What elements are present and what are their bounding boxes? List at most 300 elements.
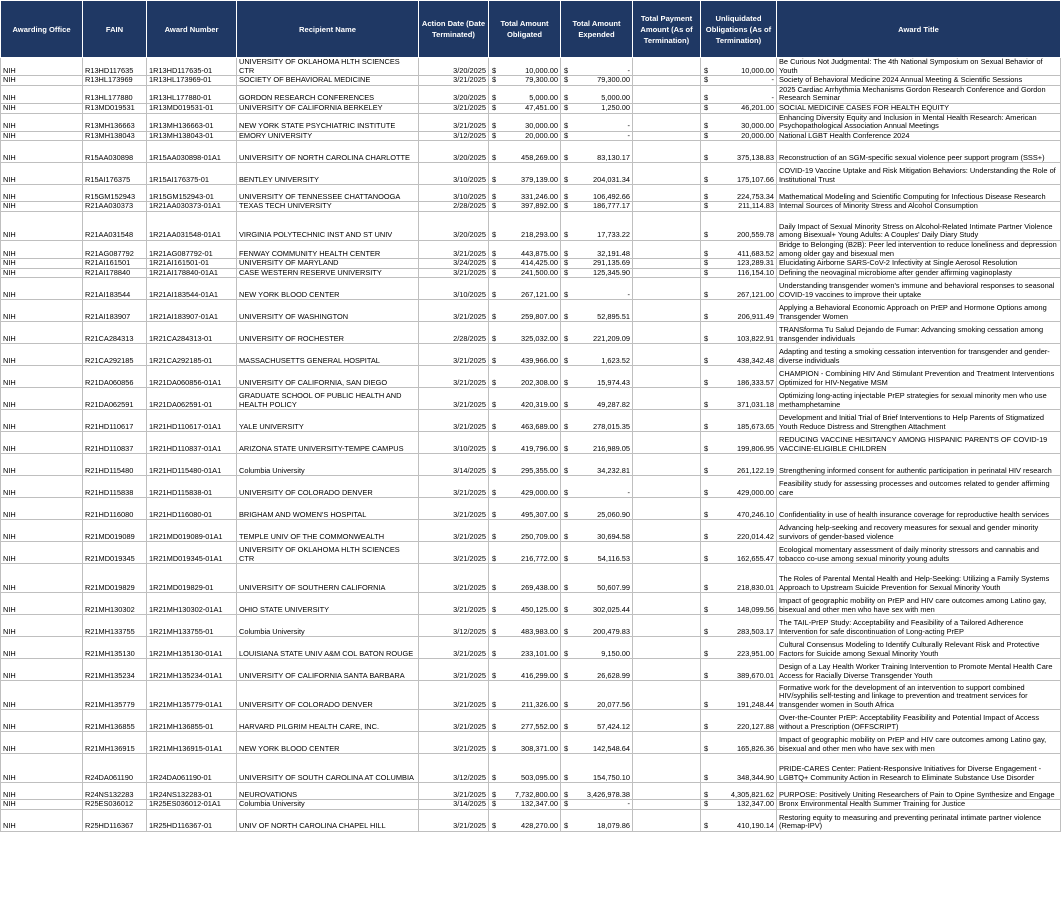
payment-cell — [633, 637, 701, 659]
recipient-cell: UNIVERSITY OF OKLAHOMA HLTH SCIENCES CTR — [237, 58, 419, 76]
obligated-cell: $ 419,796.00 — [489, 432, 561, 454]
fain-cell: R21AG087792 — [83, 240, 147, 258]
payment-cell — [633, 388, 701, 410]
award-number-cell: 1R21MD019829-01 — [147, 564, 237, 593]
award-number-cell: 1R21MH136855-01 — [147, 710, 237, 732]
action-date-cell: 3/14/2025 — [419, 800, 489, 810]
awarding-office-cell: NIH — [1, 410, 83, 432]
obligated-cell: $ 20,000.00 — [489, 131, 561, 141]
award-number-cell: 1R21HD115480-01A1 — [147, 454, 237, 476]
award-title-cell: SOCIAL MEDICINE CASES FOR HEALTH EQUITY — [777, 103, 1061, 113]
obligated-cell: $ 267,121.00 — [489, 278, 561, 300]
award-number-cell: 1R15GM152943-01 — [147, 185, 237, 202]
obligated-cell: $ 414,425.00 — [489, 259, 561, 269]
expended-cell: $ 154,750.10 — [561, 754, 633, 783]
award-number-cell: 1R21AI178840-01A1 — [147, 268, 237, 278]
recipient-cell: OHIO STATE UNIVERSITY — [237, 593, 419, 615]
fain-cell: R21HD115838 — [83, 476, 147, 498]
obligated-cell: $ 416,299.00 — [489, 659, 561, 681]
obligated-cell: $ 79,300.00 — [489, 76, 561, 86]
expended-cell: $ 25,060.90 — [561, 498, 633, 520]
action-date-cell: 2/28/2025 — [419, 322, 489, 344]
action-date-cell: 3/21/2025 — [419, 240, 489, 258]
recipient-cell: MASSACHUSETTS GENERAL HOSPITAL — [237, 344, 419, 366]
award-title-cell: Understanding transgender women's immune and behavioral responses to seasonal COVID-19 vaccines to improve their uptake — [777, 278, 1061, 300]
fain-cell: R21AI178840 — [83, 268, 147, 278]
fain-cell: R21CA292185 — [83, 344, 147, 366]
award-number-cell: 1R21DA062591-01 — [147, 388, 237, 410]
table-row — [1, 520, 1061, 542]
awarding-office-cell: NIH — [1, 637, 83, 659]
unliquidated-cell: $ - — [701, 76, 777, 86]
fain-cell: R15AA030898 — [83, 141, 147, 163]
award-title-cell: Impact of geographic mobility on PrEP and HIV care outcomes among Latino gay, bisexual and other men who have sex with men — [777, 732, 1061, 754]
obligated-cell: $ 295,355.00 — [489, 454, 561, 476]
recipient-cell: UNIVERSITY OF OKLAHOMA HLTH SCIENCES CTR — [237, 542, 419, 564]
table-row — [1, 185, 1061, 202]
expended-cell: $ 79,300.00 — [561, 76, 633, 86]
payment-cell — [633, 131, 701, 141]
award-number-cell: 1R21AA030373-01A1 — [147, 202, 237, 212]
recipient-cell: Columbia University — [237, 454, 419, 476]
unliquidated-cell: $ 438,342.48 — [701, 344, 777, 366]
obligated-cell: $ 495,307.00 — [489, 498, 561, 520]
award-number-cell: 1R13HL177880-01 — [147, 85, 237, 103]
award-title-cell: Cultural Consensus Modeling to Identify Culturally Relevant Risk and Protective Factors for Suicide among Sexual Minority Youth — [777, 637, 1061, 659]
action-date-cell: 3/21/2025 — [419, 344, 489, 366]
expended-cell: $ - — [561, 58, 633, 76]
payment-cell — [633, 76, 701, 86]
action-date-cell: 3/21/2025 — [419, 113, 489, 131]
award-number-cell: 1R13MH136663-01 — [147, 113, 237, 131]
award-title-cell: Defining the neovaginal microbiome after gender affirming vaginoplasty — [777, 268, 1061, 278]
table-row — [1, 809, 1061, 831]
awarding-office-cell: NIH — [1, 85, 83, 103]
action-date-cell: 3/10/2025 — [419, 278, 489, 300]
expended-cell: $ 32,191.48 — [561, 240, 633, 258]
award-title-cell: Daily Impact of Sexual Minority Stress on Alcohol-Related Intimate Partner Violence among Bisexual+ Young Adults: A Couples' Daily Diary Study — [777, 211, 1061, 240]
awarding-office-cell: NIH — [1, 202, 83, 212]
fain-cell: R15GM152943 — [83, 185, 147, 202]
recipient-cell: HARVARD PILGRIM HEALTH CARE, INC. — [237, 710, 419, 732]
awarding-office-cell: NIH — [1, 520, 83, 542]
fain-cell: R21MH133755 — [83, 615, 147, 637]
action-date-cell: 3/20/2025 — [419, 58, 489, 76]
award-number-cell: 1R24DA061190-01 — [147, 754, 237, 783]
expended-cell: $ 57,424.12 — [561, 710, 633, 732]
unliquidated-cell: $ 220,014.42 — [701, 520, 777, 542]
obligated-cell: $ 503,095.00 — [489, 754, 561, 783]
awarding-office-cell: NIH — [1, 754, 83, 783]
awarding-office-cell: NIH — [1, 259, 83, 269]
awarding-office-cell: NIH — [1, 454, 83, 476]
unliquidated-cell: $ - — [701, 85, 777, 103]
action-date-cell: 3/21/2025 — [419, 498, 489, 520]
recipient-cell: UNIVERSITY OF SOUTH CAROLINA AT COLUMBIA — [237, 754, 419, 783]
awarding-office-cell: NIH — [1, 163, 83, 185]
obligated-cell: $ 458,269.00 — [489, 141, 561, 163]
expended-cell: $ 216,989.05 — [561, 432, 633, 454]
table-row — [1, 85, 1061, 103]
recipient-cell: SOCIETY OF BEHAVIORAL MEDICINE — [237, 76, 419, 86]
awarding-office-cell: NIH — [1, 809, 83, 831]
unliquidated-cell: $ 211,114.83 — [701, 202, 777, 212]
award-number-cell: 1R21MH136915-01A1 — [147, 732, 237, 754]
expended-cell: $ 278,015.35 — [561, 410, 633, 432]
action-date-cell: 3/12/2025 — [419, 754, 489, 783]
table-row — [1, 268, 1061, 278]
award-number-cell: 1R25HD116367-01 — [147, 809, 237, 831]
expended-cell: $ 125,345.90 — [561, 268, 633, 278]
table-row — [1, 498, 1061, 520]
unliquidated-cell: $ 267,121.00 — [701, 278, 777, 300]
awarding-office-cell: NIH — [1, 76, 83, 86]
recipient-cell: UNIVERSITY OF CALIFORNIA SANTA BARBARA — [237, 659, 419, 681]
award-title-cell: The TAIL-PrEP Study: Acceptability and Feasibility of a Tailored Adherence Intervention for safe discontinuation of Long-acting PrEP — [777, 615, 1061, 637]
recipient-cell: UNIVERSITY OF CALIFORNIA, SAN DIEGO — [237, 366, 419, 388]
recipient-cell: UNIVERSITY OF SOUTHERN CALIFORNIA — [237, 564, 419, 593]
payment-cell — [633, 615, 701, 637]
obligated-cell: $ 47,451.00 — [489, 103, 561, 113]
unliquidated-cell: $ 148,099.56 — [701, 593, 777, 615]
awarding-office-cell: NIH — [1, 131, 83, 141]
recipient-cell: NEW YORK STATE PSYCHIATRIC INSTITUTE — [237, 113, 419, 131]
fain-cell: R25HD116367 — [83, 809, 147, 831]
obligated-cell: $ 132,347.00 — [489, 800, 561, 810]
award-title-cell: Impact of geographic mobility on PrEP and HIV care outcomes among Latino gay, bisexual and other men who have sex with men — [777, 593, 1061, 615]
payment-cell — [633, 754, 701, 783]
unliquidated-cell: $ 206,911.49 — [701, 300, 777, 322]
unliquidated-cell: $ 410,190.14 — [701, 809, 777, 831]
table-row — [1, 211, 1061, 240]
action-date-cell: 3/21/2025 — [419, 732, 489, 754]
expended-cell: $ 221,209.09 — [561, 322, 633, 344]
obligated-cell: $ 7,732,800.00 — [489, 783, 561, 800]
fain-cell: R21DA060856 — [83, 366, 147, 388]
recipient-cell: UNIVERSITY OF TENNESSEE CHATTANOOGA — [237, 185, 419, 202]
awarding-office-cell: NIH — [1, 300, 83, 322]
fain-cell: R21MD019829 — [83, 564, 147, 593]
payment-cell — [633, 366, 701, 388]
obligated-cell: $ 379,139.00 — [489, 163, 561, 185]
fain-cell: R21MH135130 — [83, 637, 147, 659]
table-row — [1, 76, 1061, 86]
award-number-cell: 1R13MH138043-01 — [147, 131, 237, 141]
obligated-cell: $ 202,308.00 — [489, 366, 561, 388]
action-date-cell: 3/21/2025 — [419, 809, 489, 831]
table-row — [1, 103, 1061, 113]
award-title-cell: Ecological momentary assessment of daily minority stressors and cannabis and tobacco co-use among sexual minority young adults — [777, 542, 1061, 564]
fain-cell: R21MH135234 — [83, 659, 147, 681]
award-title-cell: Restoring equity to measuring and preventing perinatal intimate partner violence (Remap-IPV) — [777, 809, 1061, 831]
recipient-cell: TEXAS TECH UNIVERSITY — [237, 202, 419, 212]
award-title-cell: Development and Initial Trial of Brief Interventions to Help Parents of Stigmatized Youth Reduce Distress and Strengthen Attachment — [777, 410, 1061, 432]
payment-cell — [633, 322, 701, 344]
recipient-cell: NEW YORK BLOOD CENTER — [237, 278, 419, 300]
recipient-cell: TEMPLE UNIV OF THE COMMONWEALTH — [237, 520, 419, 542]
unliquidated-cell: $ 185,673.65 — [701, 410, 777, 432]
payment-cell — [633, 410, 701, 432]
obligated-cell: $ 216,772.00 — [489, 542, 561, 564]
obligated-cell: $ 233,101.00 — [489, 637, 561, 659]
unliquidated-cell: $ 371,031.18 — [701, 388, 777, 410]
payment-cell — [633, 732, 701, 754]
unliquidated-cell: $ 223,951.00 — [701, 637, 777, 659]
award-title-cell: PRIDE-CARES Center: Patient-Responsive Initiatives for Diverse Engagement - LGBTQ+ Community Action in Research to Eliminate Substance Use Disorder — [777, 754, 1061, 783]
table-row — [1, 593, 1061, 615]
table-row — [1, 800, 1061, 810]
action-date-cell: 3/21/2025 — [419, 366, 489, 388]
fain-cell: R13HL177880 — [83, 85, 147, 103]
payment-cell — [633, 454, 701, 476]
action-date-cell: 3/21/2025 — [419, 476, 489, 498]
table-row — [1, 202, 1061, 212]
col-header-action-date: Action Date (Date Terminated) — [419, 1, 489, 58]
recipient-cell: UNIVERSITY OF COLORADO DENVER — [237, 681, 419, 710]
award-number-cell: 1R21AI183907-01A1 — [147, 300, 237, 322]
obligated-cell: $ 269,438.00 — [489, 564, 561, 593]
fain-cell: R21AA030373 — [83, 202, 147, 212]
award-title-cell: Elucidating Airborne SARS-CoV-2 Infectivity at Single Aerosol Resolution — [777, 259, 1061, 269]
fain-cell: R21HD110837 — [83, 432, 147, 454]
action-date-cell: 3/21/2025 — [419, 593, 489, 615]
fain-cell: R21AI183544 — [83, 278, 147, 300]
fain-cell: R21AA031548 — [83, 211, 147, 240]
award-number-cell: 1R21MH135234-01A1 — [147, 659, 237, 681]
award-title-cell: Design of a Lay Health Worker Training Intervention to Promote Mental Health Care Access for Racially Diverse Transgender Youth — [777, 659, 1061, 681]
fain-cell: R21HD115480 — [83, 454, 147, 476]
unliquidated-cell: $ 224,753.34 — [701, 185, 777, 202]
award-number-cell: 1R21MH133755-01 — [147, 615, 237, 637]
award-title-cell: Formative work for the development of an intervention to support combined HIV/syphilis self-testing and linkage to prevention and treatment services for transgender women in South Africa — [777, 681, 1061, 710]
awarding-office-cell: NIH — [1, 542, 83, 564]
table-row — [1, 58, 1061, 76]
expended-cell: $ 52,895.51 — [561, 300, 633, 322]
obligated-cell: $ 420,319.00 — [489, 388, 561, 410]
award-number-cell: 1R21MD019089-01A1 — [147, 520, 237, 542]
fain-cell: R13MD019531 — [83, 103, 147, 113]
obligated-cell: $ 30,000.00 — [489, 113, 561, 131]
award-title-cell: TRANSforma Tu Salud Dejando de Fumar: Advancing smoking cessation among transgender individuals — [777, 322, 1061, 344]
payment-cell — [633, 498, 701, 520]
expended-cell: $ 1,623.52 — [561, 344, 633, 366]
obligated-cell: $ 250,709.00 — [489, 520, 561, 542]
award-title-cell: Optimizing long-acting injectable PrEP strategies for sexual minority men who use methamphetamine — [777, 388, 1061, 410]
expended-cell: $ 17,733.22 — [561, 211, 633, 240]
award-title-cell: The Roles of Parental Mental Health and Help-Seeking: Utilizing a Family Systems Approach to Upstream Suicide Prevention for Sexual Minority Youth — [777, 564, 1061, 593]
table-row — [1, 659, 1061, 681]
table-row — [1, 476, 1061, 498]
action-date-cell: 3/12/2025 — [419, 131, 489, 141]
unliquidated-cell: $ 175,107.66 — [701, 163, 777, 185]
recipient-cell: UNIVERSITY OF ROCHESTER — [237, 322, 419, 344]
recipient-cell: FENWAY COMMUNITY HEALTH CENTER — [237, 240, 419, 258]
col-header-total-payment: Total Payment Amount (As of Termination) — [633, 1, 701, 58]
awarding-office-cell: NIH — [1, 800, 83, 810]
action-date-cell: 3/21/2025 — [419, 268, 489, 278]
action-date-cell: 3/21/2025 — [419, 659, 489, 681]
fain-cell: R21MD019345 — [83, 542, 147, 564]
awarding-office-cell: NIH — [1, 388, 83, 410]
recipient-cell: BENTLEY UNIVERSITY — [237, 163, 419, 185]
table-row — [1, 113, 1061, 131]
awarding-office-cell: NIH — [1, 240, 83, 258]
award-number-cell: 1R21CA284313-01 — [147, 322, 237, 344]
table-row — [1, 131, 1061, 141]
table-row — [1, 322, 1061, 344]
expended-cell: $ - — [561, 476, 633, 498]
payment-cell — [633, 113, 701, 131]
action-date-cell: 3/21/2025 — [419, 388, 489, 410]
unliquidated-cell: $ 283,503.17 — [701, 615, 777, 637]
expended-cell: $ 204,031.34 — [561, 163, 633, 185]
fain-cell: R21MD019089 — [83, 520, 147, 542]
awarding-office-cell: NIH — [1, 211, 83, 240]
payment-cell — [633, 520, 701, 542]
fain-cell: R13HD117635 — [83, 58, 147, 76]
award-number-cell: 1R21HD110617-01A1 — [147, 410, 237, 432]
payment-cell — [633, 185, 701, 202]
payment-cell — [633, 809, 701, 831]
recipient-cell: EMORY UNIVERSITY — [237, 131, 419, 141]
obligated-cell: $ 483,983.00 — [489, 615, 561, 637]
col-header-award-number: Award Number — [147, 1, 237, 58]
payment-cell — [633, 783, 701, 800]
action-date-cell: 3/21/2025 — [419, 520, 489, 542]
award-title-cell: Over-the-Counter PrEP: Acceptability Feasibility and Potential Impact of Access without a Prescription (OFFSCRIPT) — [777, 710, 1061, 732]
table-row — [1, 240, 1061, 258]
col-header-fain: FAIN — [83, 1, 147, 58]
recipient-cell: Columbia University — [237, 800, 419, 810]
table-row — [1, 710, 1061, 732]
action-date-cell: 3/12/2025 — [419, 615, 489, 637]
unliquidated-cell: $ 470,246.10 — [701, 498, 777, 520]
unliquidated-cell: $ 186,333.57 — [701, 366, 777, 388]
award-title-cell: Be Curious Not Judgmental: The 4th National Symposium on Sexual Behavior of Youth — [777, 58, 1061, 76]
obligated-cell: $ 429,000.00 — [489, 476, 561, 498]
action-date-cell: 3/21/2025 — [419, 76, 489, 86]
awarding-office-cell: NIH — [1, 615, 83, 637]
table-row — [1, 564, 1061, 593]
action-date-cell: 3/21/2025 — [419, 542, 489, 564]
obligated-cell: $ 259,807.00 — [489, 300, 561, 322]
award-number-cell: 1R21HD115838-01 — [147, 476, 237, 498]
col-header-awarding-office: Awarding Office — [1, 1, 83, 58]
expended-cell: $ - — [561, 113, 633, 131]
fain-cell: R21CA284313 — [83, 322, 147, 344]
recipient-cell: VIRGINIA POLYTECHNIC INST AND ST UNIV — [237, 211, 419, 240]
awarding-office-cell: NIH — [1, 710, 83, 732]
fain-cell: R21DA062591 — [83, 388, 147, 410]
obligated-cell: $ 331,246.00 — [489, 185, 561, 202]
table-row — [1, 615, 1061, 637]
payment-cell — [633, 240, 701, 258]
action-date-cell: 3/10/2025 — [419, 163, 489, 185]
table-row — [1, 783, 1061, 800]
col-header-award-title: Award Title — [777, 1, 1061, 58]
action-date-cell: 3/24/2025 — [419, 259, 489, 269]
award-number-cell: 1R21AI183544-01A1 — [147, 278, 237, 300]
unliquidated-cell: $ 116,154.10 — [701, 268, 777, 278]
col-header-total-expended: Total Amount Expended — [561, 1, 633, 58]
table-row — [1, 542, 1061, 564]
fain-cell: R21AI161501 — [83, 259, 147, 269]
recipient-cell: NEUROVATIONS — [237, 783, 419, 800]
awarding-office-cell: NIH — [1, 783, 83, 800]
obligated-cell: $ 10,000.00 — [489, 58, 561, 76]
expended-cell: $ - — [561, 800, 633, 810]
expended-cell: $ 34,232.81 — [561, 454, 633, 476]
award-number-cell: 1R21MD019345-01A1 — [147, 542, 237, 564]
recipient-cell: UNIVERSITY OF COLORADO DENVER — [237, 476, 419, 498]
col-header-recipient-name: Recipient Name — [237, 1, 419, 58]
awarding-office-cell: NIH — [1, 185, 83, 202]
award-title-cell: Strengthening informed consent for authentic participation in perinatal HIV research — [777, 454, 1061, 476]
awarding-office-cell: NIH — [1, 366, 83, 388]
unliquidated-cell: $ 200,559.78 — [701, 211, 777, 240]
award-number-cell: 1R21MH135130-01A1 — [147, 637, 237, 659]
unliquidated-cell: $ 220,127.88 — [701, 710, 777, 732]
obligated-cell: $ 463,689.00 — [489, 410, 561, 432]
payment-cell — [633, 278, 701, 300]
recipient-cell: UNIV OF NORTH CAROLINA CHAPEL HILL — [237, 809, 419, 831]
payment-cell — [633, 800, 701, 810]
action-date-cell: 3/20/2025 — [419, 211, 489, 240]
expended-cell: $ 18,079.86 — [561, 809, 633, 831]
obligated-cell: $ 428,270.00 — [489, 809, 561, 831]
action-date-cell: 3/21/2025 — [419, 637, 489, 659]
award-title-cell: COVID-19 Vaccine Uptake and Risk Mitigation Behaviors: Understanding the Role of Institutional Trust — [777, 163, 1061, 185]
table-row — [1, 141, 1061, 163]
awarding-office-cell: NIH — [1, 103, 83, 113]
awarding-office-cell: NIH — [1, 681, 83, 710]
awarding-office-cell: NIH — [1, 498, 83, 520]
payment-cell — [633, 681, 701, 710]
table-row — [1, 259, 1061, 269]
fain-cell: R21MH135779 — [83, 681, 147, 710]
award-number-cell: 1R15AI176375-01 — [147, 163, 237, 185]
unliquidated-cell: $ 132,347.00 — [701, 800, 777, 810]
col-header-unliquidated: Unliquidated Obligations (As of Termination) — [701, 1, 777, 58]
payment-cell — [633, 564, 701, 593]
table-body — [1, 58, 1061, 832]
expended-cell: $ 106,492.66 — [561, 185, 633, 202]
fain-cell: R21HD116080 — [83, 498, 147, 520]
recipient-cell: Columbia University — [237, 615, 419, 637]
award-number-cell: 1R25ES036012-01A1 — [147, 800, 237, 810]
payment-cell — [633, 542, 701, 564]
award-title-cell: National LGBT Health Conference 2024 — [777, 131, 1061, 141]
recipient-cell: UNIVERSITY OF CALIFORNIA BERKELEY — [237, 103, 419, 113]
payment-cell — [633, 710, 701, 732]
recipient-cell: UNIVERSITY OF NORTH CAROLINA CHARLOTTE — [237, 141, 419, 163]
award-title-cell: Bridge to Belonging (B2B): Peer led intervention to reduce loneliness and depression among older gay and bisexual men — [777, 240, 1061, 258]
awarding-office-cell: NIH — [1, 432, 83, 454]
payment-cell — [633, 211, 701, 240]
expended-cell: $ 83,130.17 — [561, 141, 633, 163]
awarding-office-cell: NIH — [1, 564, 83, 593]
table-row — [1, 432, 1061, 454]
table-row — [1, 366, 1061, 388]
fain-cell: R13MH138043 — [83, 131, 147, 141]
table-row — [1, 637, 1061, 659]
award-title-cell: PURPOSE: Positively Uniting Researchers of Pain to Opine Synthesize and Engage — [777, 783, 1061, 800]
payment-cell — [633, 163, 701, 185]
recipient-cell: NEW YORK BLOOD CENTER — [237, 732, 419, 754]
action-date-cell: 3/21/2025 — [419, 103, 489, 113]
payment-cell — [633, 659, 701, 681]
recipient-cell: YALE UNIVERSITY — [237, 410, 419, 432]
